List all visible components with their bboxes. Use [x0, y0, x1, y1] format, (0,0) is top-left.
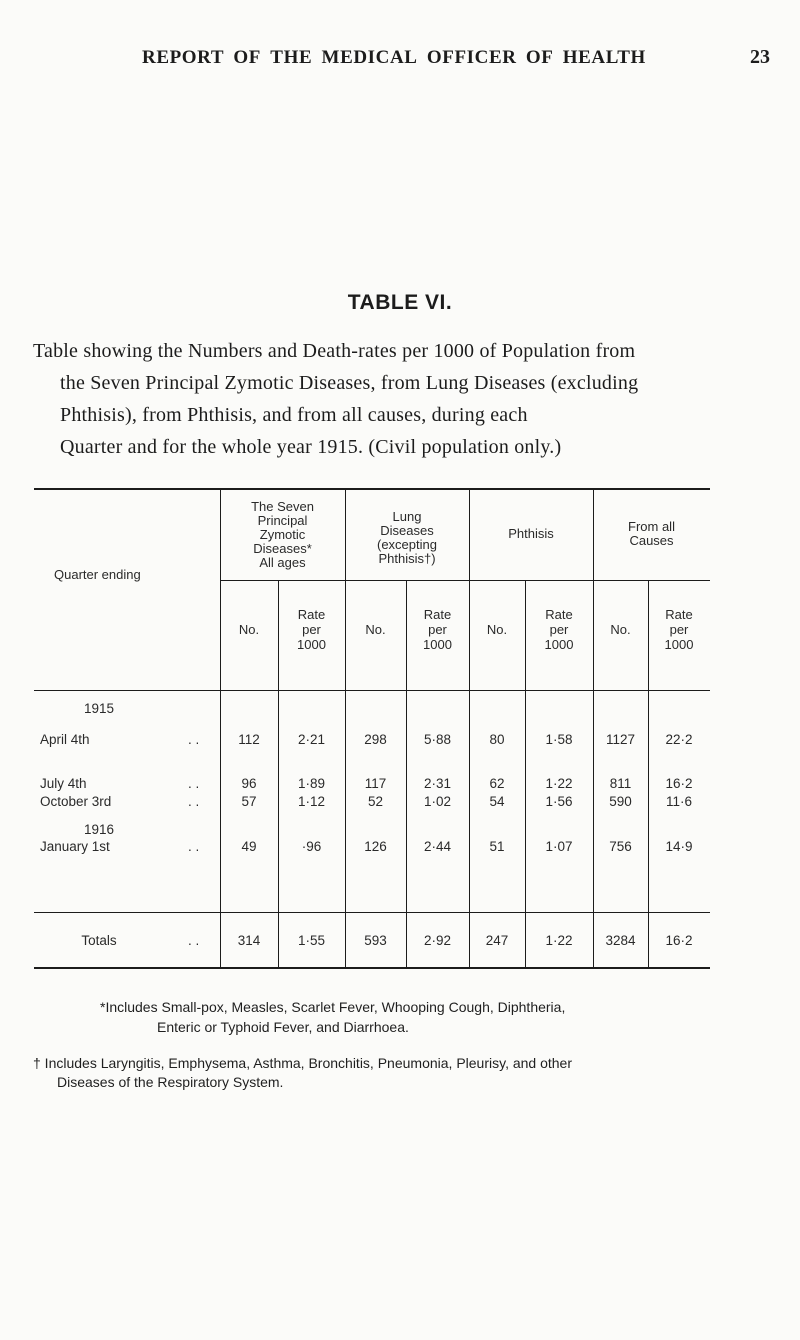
caption-line: the Seven Principal Zymotic Diseases, from Lung Diseases (excluding	[60, 372, 639, 394]
totals-cell: 1·55	[297, 933, 326, 948]
table-cell: 117	[364, 776, 387, 791]
table-title: TABLE VI.	[347, 291, 453, 314]
table-cell: 126	[364, 839, 387, 854]
group-header-rule	[220, 580, 710, 581]
caption-line: Table showing the Numbers and Death-rates per 1000 of Population from	[33, 340, 636, 362]
table-cell: 62	[489, 776, 505, 791]
sub-header-rate: 1000	[544, 637, 574, 652]
group-header-line: Lung	[392, 509, 422, 524]
group-header-line: Principal	[257, 513, 308, 528]
running-head-word: OF	[233, 47, 261, 68]
table-cell: 2·31	[423, 776, 452, 791]
caption-line: Phthisis), from Phthisis, and from all causes, during each	[60, 404, 528, 426]
sub-header-rate: per	[302, 622, 321, 637]
table-cell: 11·6	[665, 794, 693, 809]
row-leader: . .	[188, 933, 200, 948]
running-head-word: MEDICAL	[321, 47, 418, 68]
group-header-line: Causes	[629, 533, 674, 548]
totals-cell: 1·22	[545, 933, 573, 948]
table-cell: 54	[489, 794, 505, 809]
page-number: 23	[750, 46, 770, 68]
caption-line: Quarter and for the whole year 1915. (Civil population only.)	[60, 436, 562, 458]
running-head-word: HEALTH	[562, 47, 646, 68]
totals-cell: 247	[485, 933, 509, 948]
year-label: 1915	[83, 701, 115, 716]
totals-cell: 3284	[605, 933, 636, 948]
totals-label: Totals	[81, 933, 117, 948]
table-cell: 2·21	[297, 732, 326, 747]
sub-header-no: No.	[238, 622, 260, 637]
sub-header-no: No.	[610, 622, 631, 637]
footnote-line: *Includes Small-pox, Measles, Scarlet Fever, Whooping Cough, Diphtheria,	[100, 999, 566, 1015]
column-divider	[469, 488, 470, 967]
sub-header-rate: Rate	[297, 607, 326, 622]
totals-cell: 2·92	[423, 933, 452, 948]
quarter-label: July 4th	[40, 776, 87, 791]
row-header: Quarter ending	[54, 567, 141, 582]
footnote-line: Enteric or Typhoid Fever, and Diarrhoea.	[157, 1019, 409, 1035]
table-cell: 1·12	[297, 794, 326, 809]
sub-header-rate: per	[428, 622, 447, 637]
table-cell: 14·9	[665, 839, 693, 854]
table-cell: 1·22	[545, 776, 573, 791]
table-cell: 2·44	[423, 839, 452, 854]
group-header-line: Phthisis	[508, 526, 554, 541]
sub-header-rate: per	[549, 622, 569, 637]
sub-header-rate: 1000	[664, 637, 694, 652]
quarter-label: January 1st	[40, 839, 110, 854]
group-header-line: Phthisis†)	[378, 551, 436, 566]
table-cell: 112	[238, 732, 260, 747]
running-head-word: THE	[270, 47, 313, 68]
group-header-line: (excepting	[377, 537, 437, 552]
running-head-word: REPORT	[142, 47, 225, 68]
group-header-line: Diseases*	[253, 541, 312, 556]
sub-header-rate: 1000	[297, 637, 326, 652]
table-cell: 590	[609, 794, 632, 809]
quarter-label: April 4th	[40, 732, 90, 747]
table-cell: 49	[241, 839, 257, 854]
table-cell: 51	[489, 839, 505, 854]
table-cell: 5·88	[423, 732, 452, 747]
table-top-rule	[34, 488, 710, 490]
group-header-line: The Seven	[251, 499, 314, 514]
footnote-line: † Includes Laryngitis, Emphysema, Asthma, Bronchitis, Pneumonia, Pleurisy, and other	[33, 1055, 573, 1071]
table-bottom-rule	[34, 967, 710, 969]
sub-header-no: No.	[486, 622, 508, 637]
header-bottom-rule	[34, 690, 710, 691]
sub-header-rate: 1000	[423, 637, 452, 652]
column-divider	[593, 488, 594, 967]
sub-header-rate: Rate	[545, 607, 573, 622]
row-leader: . .	[188, 839, 200, 854]
table-cell: 756	[609, 839, 632, 854]
year-label: 1916	[83, 822, 115, 837]
running-head-word: OFFICER	[426, 47, 517, 68]
sub-header-no: No.	[365, 622, 386, 637]
table-cell: 52	[367, 794, 384, 809]
table-cell: 298	[364, 732, 387, 747]
table-cell: 811	[609, 776, 632, 791]
table-cell: 80	[489, 732, 505, 747]
table-cell: 1·58	[545, 732, 573, 747]
table-cell: 1127	[605, 732, 636, 747]
table-cell: 1·02	[423, 794, 452, 809]
totals-cell: 314	[237, 933, 261, 948]
row-leader: . .	[188, 732, 200, 747]
group-header-line: Zymotic	[259, 527, 306, 542]
table-cell: ·96	[301, 839, 322, 854]
table-cell: 1·07	[545, 839, 573, 854]
table-cell: 16·2	[665, 776, 693, 791]
sub-header-rate: per	[669, 622, 689, 637]
table-cell: 1·56	[545, 794, 573, 809]
table-cell: 57	[241, 794, 257, 809]
table-cell: 22·2	[665, 732, 693, 747]
table-cell: 96	[241, 776, 257, 791]
quarter-label: October 3rd	[40, 794, 112, 809]
group-header-line: Diseases	[380, 523, 434, 538]
sub-header-rate: Rate	[665, 607, 693, 622]
sub-header-rate: Rate	[423, 607, 452, 622]
row-leader: . .	[188, 776, 200, 791]
group-header-line: From all	[628, 519, 675, 534]
row-leader: . .	[188, 794, 200, 809]
totals-cell: 16·2	[665, 933, 693, 948]
body-bottom-rule	[34, 912, 710, 913]
running-head-word: OF	[525, 47, 554, 68]
footnote-line: Diseases of the Respiratory System.	[57, 1074, 284, 1090]
table-cell: 1·89	[297, 776, 326, 791]
group-header-line: All ages	[259, 555, 306, 570]
totals-cell: 593	[364, 933, 387, 948]
